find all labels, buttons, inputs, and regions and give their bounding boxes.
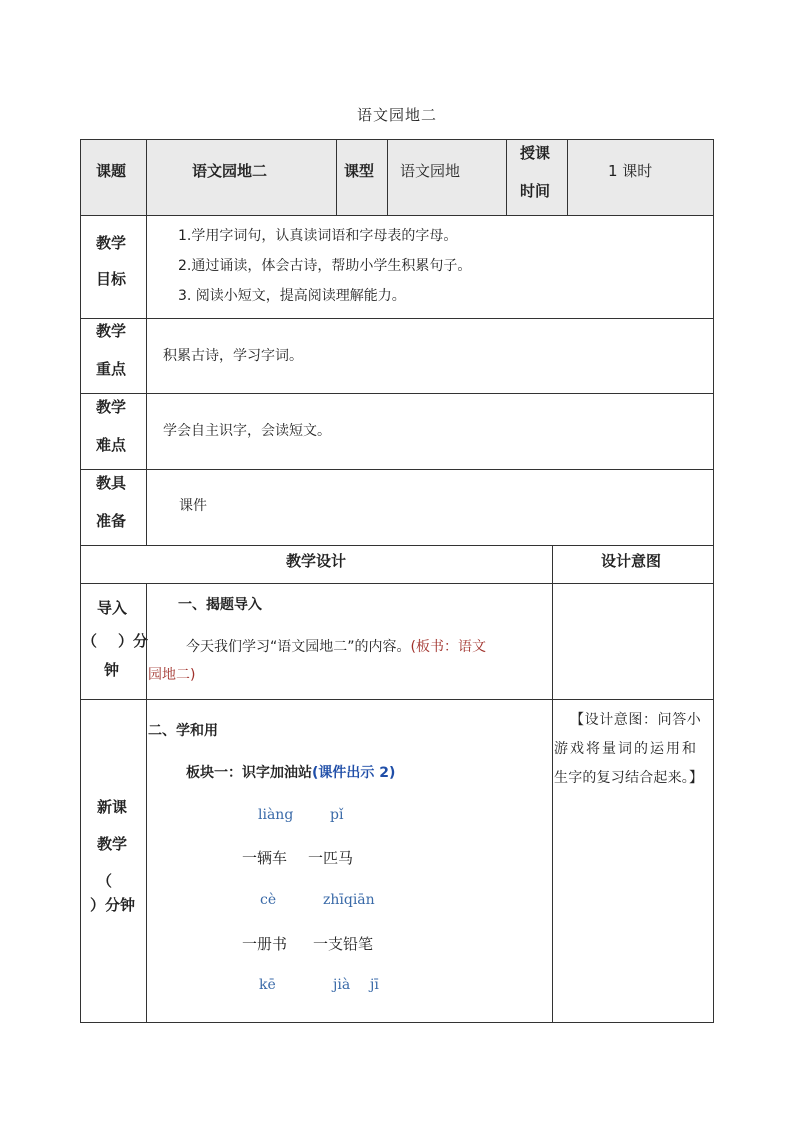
difficulty-label-line1: 教学 [96, 398, 127, 416]
new-lesson-heading: 二、学和用 [148, 723, 218, 739]
pinyin-ce: cè [260, 892, 277, 908]
intro-line-1-text: 今天我们学习“语文园地二”的内容。 [186, 639, 411, 655]
focus-label-line2: 重点 [96, 360, 127, 378]
new-lesson-label-cell [80, 699, 147, 1023]
type-value: 语文园地 [400, 162, 461, 180]
new-lesson-label-line2: 教学 [97, 835, 128, 853]
block-heading-courseware: (课件出示 2) [312, 765, 396, 781]
time-label-line1: 授课 [520, 144, 551, 162]
new-lesson-label-line4: ）分钟 [90, 896, 136, 914]
design-header-right: 设计意图 [601, 552, 662, 570]
topic-value: 语文园地二 [192, 162, 268, 180]
new-lesson-label-line3: （ [97, 872, 113, 890]
intent-line-2: 游戏将量词的运用和 [554, 741, 698, 757]
intro-intent-cell [552, 583, 714, 700]
difficulty-label-line2: 难点 [96, 436, 127, 454]
intro-line-2: 园地二) [148, 667, 196, 683]
tools-label-line1: 教具 [96, 474, 127, 492]
pinyin-pi: pǐ [330, 807, 344, 823]
word-yiliangche: 一辆车 [242, 849, 288, 867]
intro-label-line1: 导入 [97, 599, 128, 617]
new-lesson-label-line1: 新课 [97, 798, 128, 816]
tools-content: 课件 [179, 498, 207, 514]
intro-line-1 [186, 636, 486, 656]
pinyin-ji: jī [370, 977, 379, 993]
intent-line-3: 生字的复习结合起来。】 [554, 770, 704, 786]
difficulty-content: 学会自主识字，会读短文。 [163, 423, 331, 439]
intro-board-note: (板书：语文 [410, 639, 486, 655]
design-header-left: 教学设计 [286, 552, 347, 570]
type-label: 课型 [344, 162, 375, 180]
block-heading-text: 板块一：识字加油站 [186, 765, 312, 781]
focus-content: 积累古诗，学习字词。 [163, 348, 303, 364]
tools-label-line2: 准备 [96, 512, 127, 530]
pinyin-liang: liàng [258, 807, 294, 823]
intro-label-line3: 钟 [104, 661, 120, 679]
goal-item-1: 1.学用字词句，认真读词语和字母表的字母。 [178, 228, 458, 244]
tools-content-cell [146, 469, 714, 546]
intro-label-paren-close: ）分 [118, 632, 149, 650]
pinyin-zhiqian: zhīqiān [323, 892, 375, 908]
time-label-line2: 时间 [520, 182, 551, 200]
word-yipima: 一匹马 [308, 849, 354, 867]
word-yiceshu: 一册书 [242, 935, 288, 953]
focus-label-line1: 教学 [96, 322, 127, 340]
goals-label-cell [80, 215, 147, 319]
block-heading [186, 762, 395, 782]
intro-heading: 一、揭题导入 [178, 597, 262, 613]
intent-line-1: 【设计意图：问答小 [570, 712, 702, 728]
pinyin-jia: jià [333, 977, 351, 993]
document-title: 语文园地二 [356, 106, 437, 124]
word-yizhiqianbi: 一支铅笔 [313, 935, 374, 953]
goal-item-2: 2.通过诵读，体会古诗，帮助小学生积累句子。 [178, 258, 472, 274]
time-value: 1 课时 [608, 162, 653, 180]
intro-label-paren-open: （ [82, 632, 98, 650]
goals-label-line2: 目标 [96, 270, 127, 288]
topic-label: 课题 [96, 162, 127, 180]
goal-item-3: 3. 阅读小短文，提高阅读理解能力。 [178, 288, 406, 304]
pinyin-ke: kē [259, 977, 276, 993]
goals-label-line1: 教学 [96, 234, 127, 252]
